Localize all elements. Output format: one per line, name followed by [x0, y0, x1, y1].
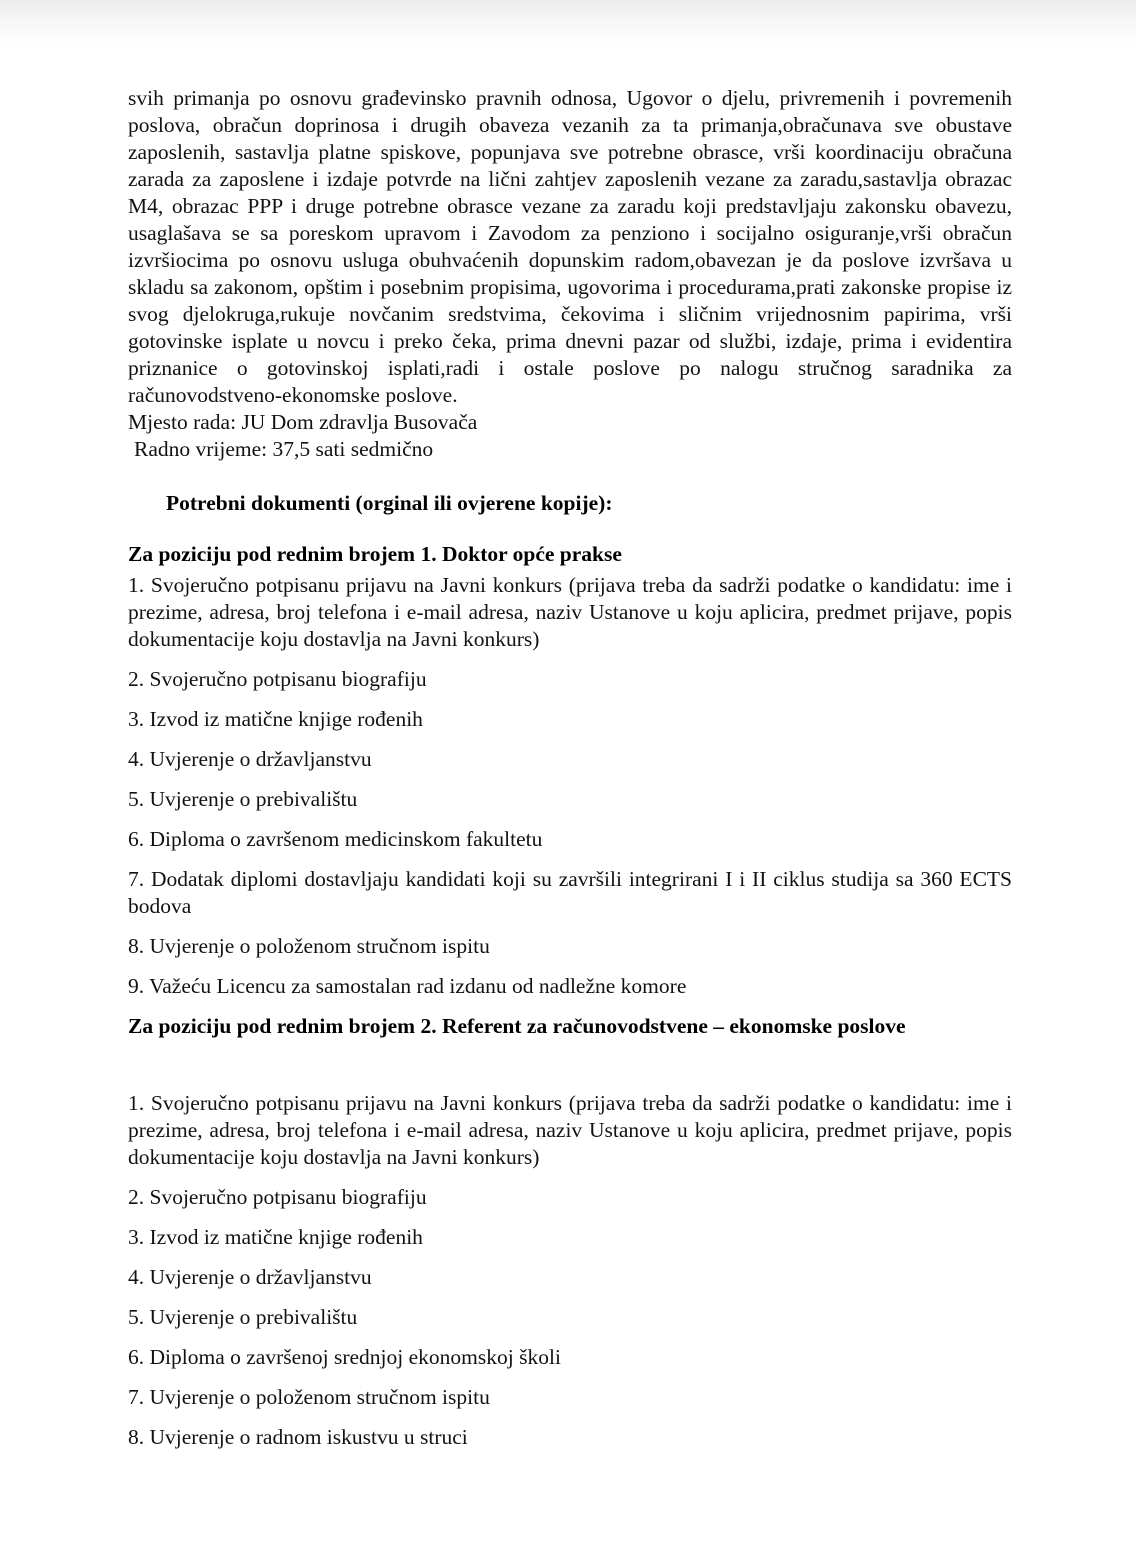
position-1-item: 2. Svojeručno potpisanu biografiju	[128, 667, 427, 691]
position-1-item: 9. Važeću Licencu za samostalan rad izdanu od nadležne komore	[128, 974, 687, 998]
position-2-item: 5. Uvjerenje o prebivalištu	[128, 1305, 358, 1329]
top-shadow	[0, 0, 1136, 44]
position-1-item: 6. Diploma o završenom medicinskom fakultetu	[128, 827, 543, 851]
position-2-item: 1. Svojeručno potpisanu prijavu na Javni konkurs (prijava treba da sadrži podatke o kandidatu: ime i prezime, adresa, broj telefona i e-mail adresa, naziv Ustanove u koju aplicira, predmet prijave, popis dokumentacije koju dostavlja na Javni konkurs)	[128, 1091, 1012, 1169]
position-2-item: 8. Uvjerenje o radnom iskustvu u struci	[128, 1425, 468, 1449]
intro-paragraph: svih primanja po osnovu građevinsko pravnih odnosa, Ugovor o djelu, privremenih i povremenih poslova, obračun doprinosa i drugih obaveza vezanih za ta primanja,obračunava sve obustave zaposlenih, sastavlja platne spiskove, popunjava sve potrebne obrasce, vrši koordinaciju obračuna zarada za zaposlene i izdaje potvrde na lični zahtjev zaposlenih vezane za zaradu,sastavlja obrazac M4, obrazac PPP i druge potrebne obrasce vezane za zaradu koji predstavljaju zakonsku obavezu, usaglašava se sa poreskom upravom i Zavodom za penziono i socijalno osiguranje,vrši obračun izvršiocima po osnovu usluga obuhvaćenih dopunskim radom,obavezan je da poslove izvršava u skladu sa zakonom, opštim i posebnim propisima, ugovorima i procedurama,prati zakonske propise iz svog djelokruga,rukuje novčanim sredstvima, čekovima i sličnim vrijednosnim papirima, vrši gotovinske isplate u novcu i preko čeka, prima dnevni pazar od službi, izdaje, prima i evidentira priznanice o gotovinskoj isplati,radi i ostale poslove po nalogu stručnog saradnika za računovodstveno-ekonomske poslove.	[128, 86, 1012, 407]
position-2-item: 7. Uvjerenje o položenom stručnom ispitu	[128, 1385, 490, 1409]
position-1-item: 4. Uvjerenje o državljanstvu	[128, 747, 372, 771]
position-1-item: 1. Svojeručno potpisanu prijavu na Javni konkurs (prijava treba da sadrži podatke o kandidatu: ime i prezime, adresa, broj telefona i e-mail adresa, naziv Ustanove u koju aplicira, predmet prijave, popis dokumentacije koju dostavlja na Javni konkurs)	[128, 573, 1012, 651]
documents-heading: Potrebni dokumenti (orginal ili ovjerene kopije):	[166, 491, 613, 515]
document-content	[128, 85, 1012, 1451]
position-2-item: 6. Diploma o završenoj srednjoj ekonomskoj školi	[128, 1345, 561, 1369]
position-2-item: 3. Izvod iz matične knjige rođenih	[128, 1225, 423, 1249]
position-2-heading: Za poziciju pod rednim brojem 2. Referent za računovodstvene – ekonomske poslove	[128, 1014, 906, 1038]
position-1-item: 5. Uvjerenje o prebivalištu	[128, 787, 358, 811]
position-1-heading: Za poziciju pod rednim brojem 1. Doktor opće prakse	[128, 542, 622, 566]
position-2-item: 4. Uvjerenje o državljanstvu	[128, 1265, 372, 1289]
position-1-item: 3. Izvod iz matične knjige rođenih	[128, 707, 423, 731]
position-2-item: 2. Svojeručno potpisanu biografiju	[128, 1185, 427, 1209]
position-1-item: 7. Dodatak diplomi dostavljaju kandidati koji su završili integrirani I i II ciklus studija sa 360 ECTS bodova	[128, 867, 1012, 918]
radno-vrijeme-line: Radno vrijeme: 37,5 sati sedmično	[134, 437, 434, 461]
mjesto-rada-line: Mjesto rada: JU Dom zdravlja Busovača	[128, 410, 478, 434]
position-1-item: 8. Uvjerenje o položenom stručnom ispitu	[128, 934, 490, 958]
